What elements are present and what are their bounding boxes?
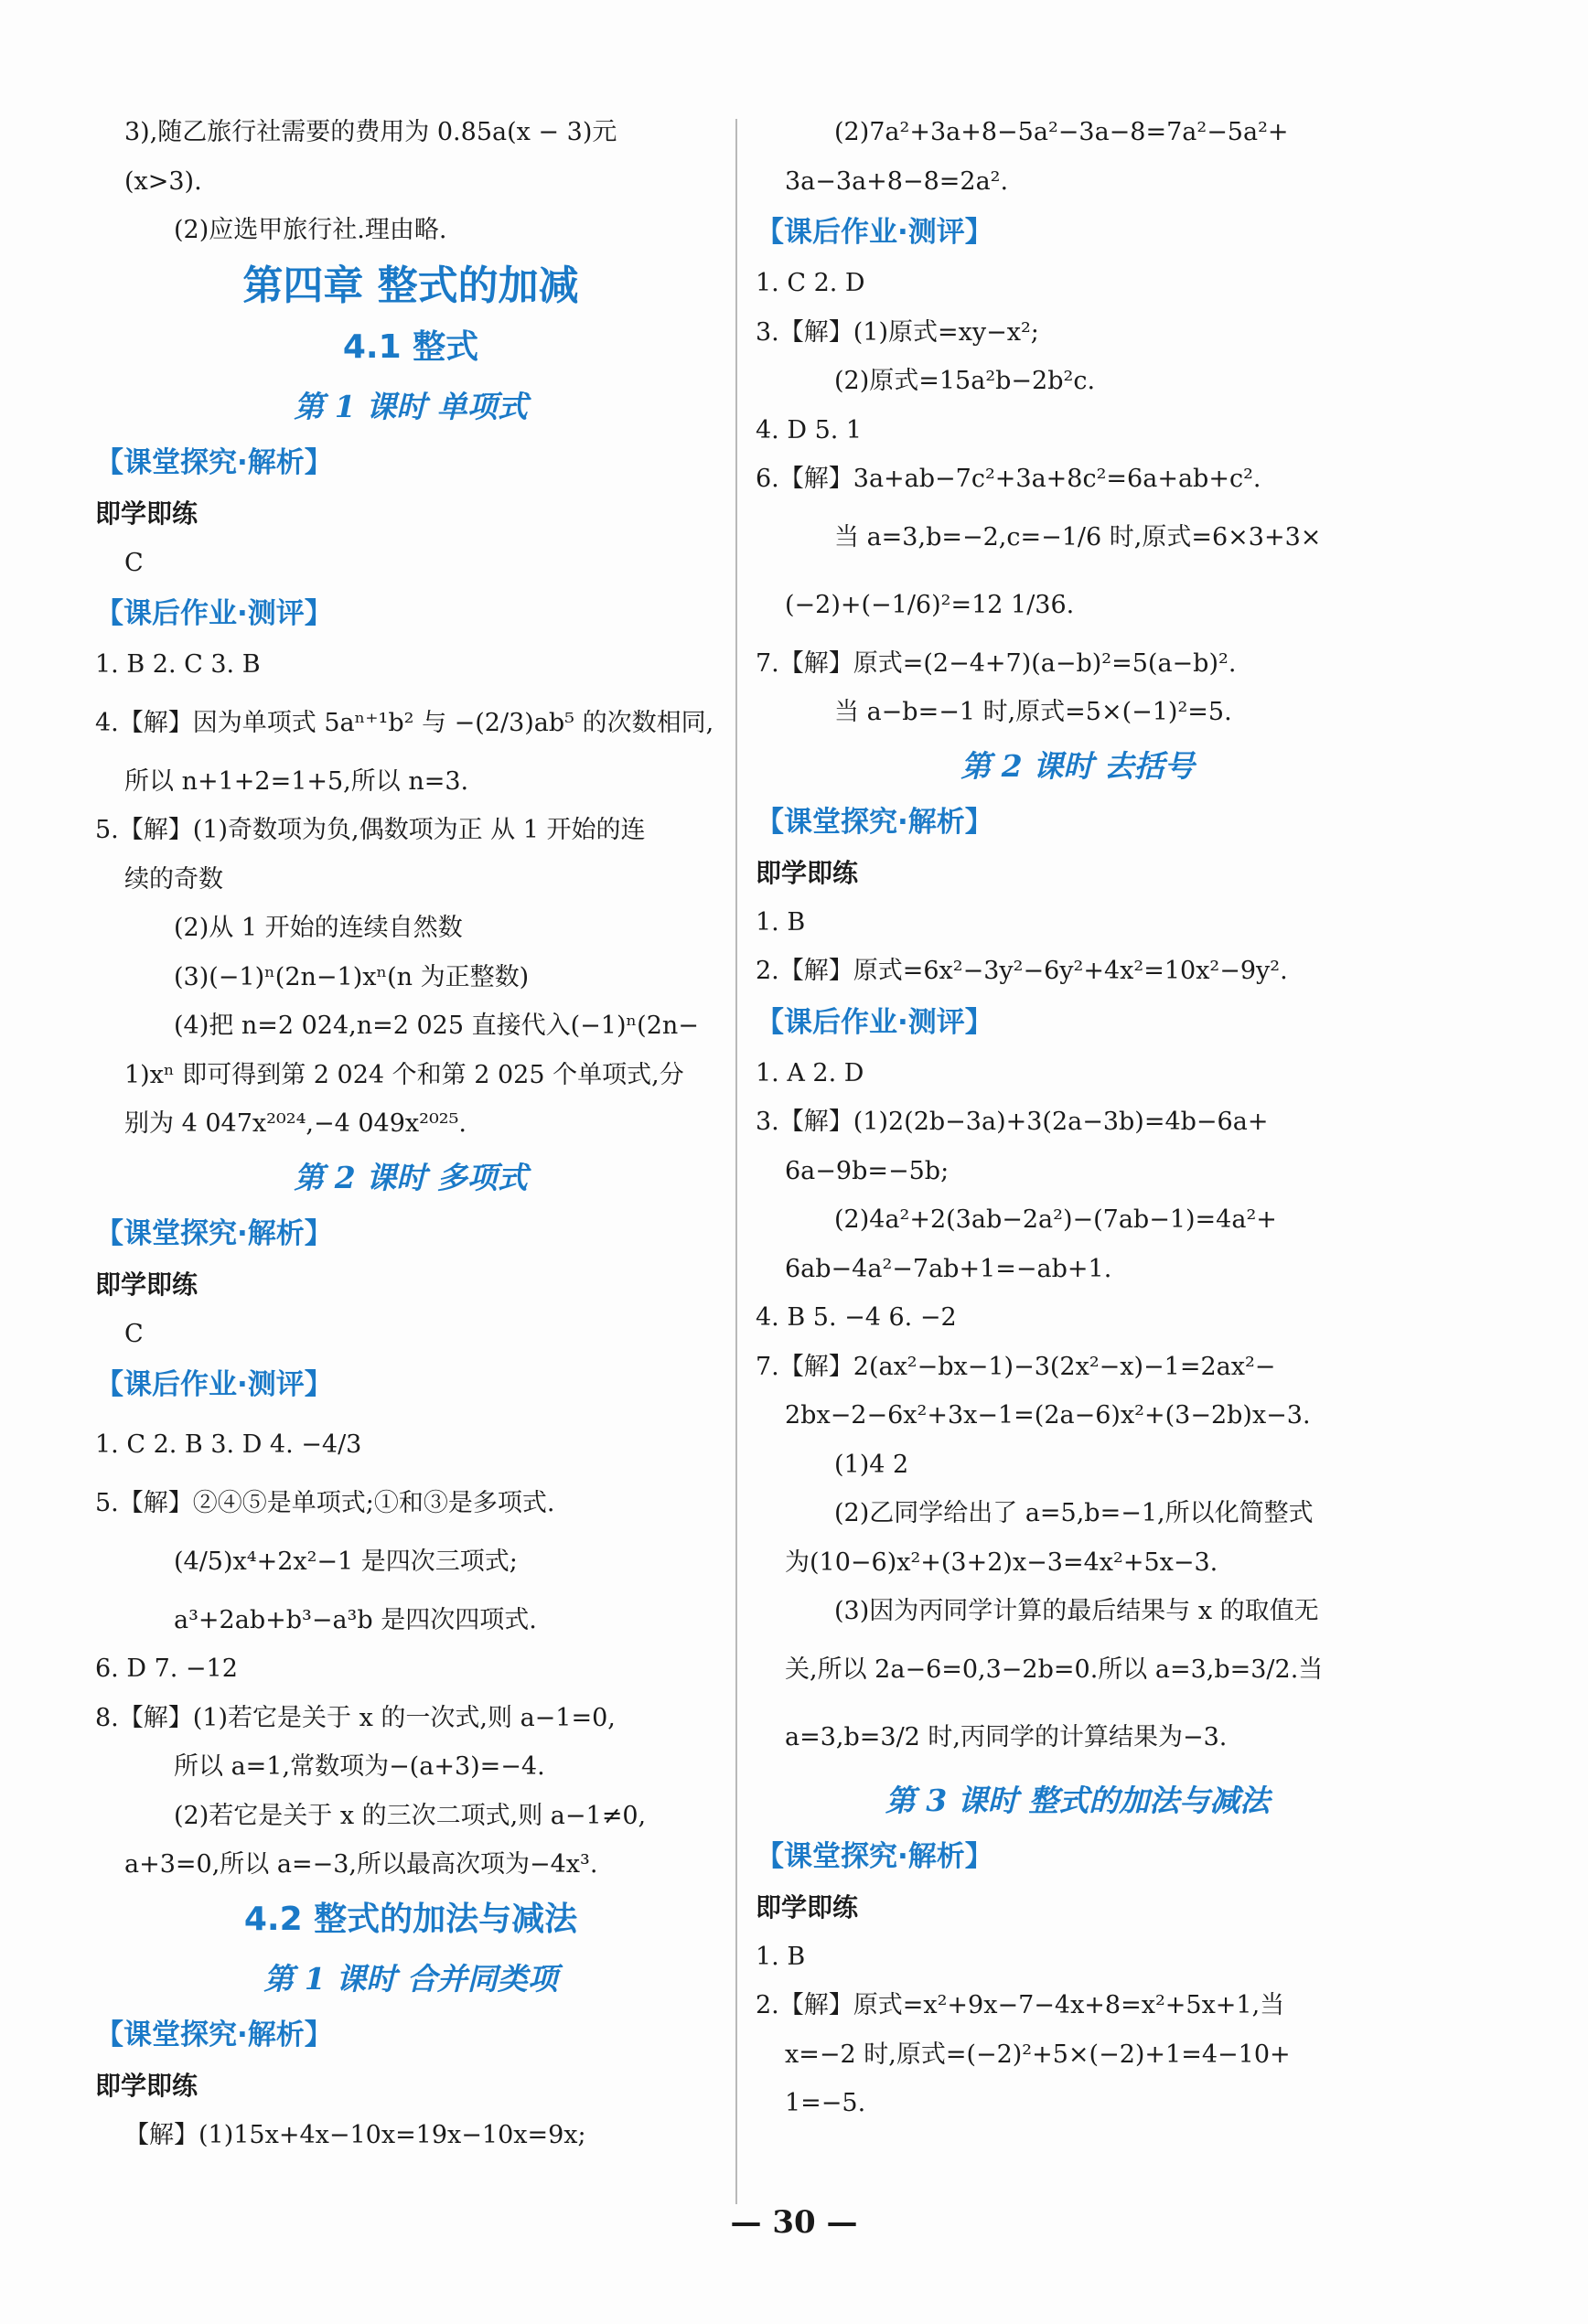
column-divider <box>735 119 737 2204</box>
text-line: 所以 n+1+2=1+5,所以 n=3. <box>124 766 469 796</box>
text-line: 1)xⁿ 即可得到第 2 024 个和第 2 025 个单项式,分 <box>124 1060 684 1089</box>
right-column <box>756 108 1400 2128</box>
text-line: 别为 4 047x²⁰²⁴,−4 049x²⁰²⁵. <box>124 1109 467 1138</box>
section-label: 【课后作业·测评】 <box>756 1005 993 1039</box>
section-label: 【课堂探究·解析】 <box>95 2018 333 2051</box>
text-line: C <box>124 1319 144 1348</box>
text-line: 续的奇数 <box>124 864 223 894</box>
section-label: 【课堂探究·解析】 <box>756 805 993 839</box>
lesson-title: 第 1 课时 合并同类项 <box>263 1960 558 1997</box>
text-line: a=3,b=3/2 时,丙同学的计算结果为−3. <box>785 1722 1228 1751</box>
text-line: 8.【解】(1)若它是关于 x 的一次式,则 a−1=0, <box>95 1703 616 1732</box>
lesson-title: 第 2 课时 多项式 <box>294 1159 528 1195</box>
text-line: 6a−9b=−5b; <box>785 1156 950 1185</box>
subheading: 即学即练 <box>95 498 198 529</box>
text-line: a+3=0,所以 a=−3,所以最高次项为−4x³. <box>124 1850 598 1879</box>
text-line: 4. B 5. −4 6. −2 <box>756 1303 957 1332</box>
text-line: 3.【解】(1)原式=xy−x²; <box>756 317 1039 347</box>
text-line: 2.【解】原式=6x²−3y²−6y²+4x²=10x²−9y². <box>756 957 1288 985</box>
text-line: C <box>124 548 144 577</box>
text-line: 当 a=3,b=−2,c=−1/6 时,原式=6×3+3× <box>834 522 1322 552</box>
section-title: 4.2 整式的加法与减法 <box>243 1900 578 1938</box>
text-line: 1. C 2. D <box>756 269 865 297</box>
text-line: (2)原式=15a²b−2b²c. <box>834 367 1096 395</box>
text-line: 6.【解】3a+ab−7c²+3a+8c²=6a+ab+c². <box>756 465 1261 493</box>
section-title: 4.1 整式 <box>342 327 479 366</box>
text-line: 为(10−6)x²+(3+2)x−3=4x²+5x−3. <box>785 1548 1218 1577</box>
text-line: 3),随乙旅行社需要的费用为 0.85a(x − 3)元 <box>124 118 617 146</box>
section-label: 【课堂探究·解析】 <box>756 1839 993 1873</box>
lesson-title: 第 3 课时 整式的加法与减法 <box>885 1782 1271 1818</box>
subheading: 即学即练 <box>756 1891 859 1922</box>
text-line: 2.【解】原式=x²+9x−7−4x+8=x²+5x+1,当 <box>756 1991 1285 2019</box>
subheading: 即学即练 <box>95 1269 198 1300</box>
text-line: 6. D 7. −12 <box>95 1655 238 1683</box>
text-line: 【解】(1)15x+4x−10x=19x−10x=9x; <box>124 2120 586 2149</box>
text-line: (2)若它是关于 x 的三次二项式,则 a−1≠0, <box>174 1801 647 1830</box>
text-line: 1=−5. <box>785 2089 866 2117</box>
text-line: (4)把 n=2 024,n=2 025 直接代入(−1)ⁿ(2n− <box>174 1012 699 1040</box>
text-line: 当 a−b=−1 时,原式=5×(−1)²=5. <box>834 698 1232 726</box>
text-line: (3)(−1)ⁿ(2n−1)xⁿ(n 为正整数) <box>174 962 530 991</box>
text-line: 关,所以 2a−6=0,3−2b=0.所以 a=3,b=3/2.当 <box>785 1655 1324 1684</box>
text-line: (2)从 1 开始的连续自然数 <box>174 914 463 942</box>
text-line: (2)应选甲旅行社.理由略. <box>174 216 447 244</box>
text-line: 1. B <box>756 1942 806 1971</box>
subheading: 即学即练 <box>756 857 859 888</box>
text-line: (−2)+(−1/6)²=12 1/36. <box>785 590 1075 619</box>
text-line: 所以 a=1,常数项为−(a+3)=−4. <box>174 1752 545 1781</box>
left-column <box>95 108 726 2159</box>
text-line: 4. D 5. 1 <box>756 415 863 444</box>
text-line: 5.【解】②④⑤是单项式;①和③是多项式. <box>95 1489 555 1517</box>
text-line: (2)乙同学给出了 a=5,b=−1,所以化简整式 <box>834 1499 1314 1527</box>
text-line: 6ab−4a²−7ab+1=−ab+1. <box>785 1254 1112 1283</box>
text-line: 5.【解】(1)奇数项为负,偶数项为正 从 1 开始的连 <box>95 816 646 844</box>
text-line: (x>3). <box>124 166 202 196</box>
section-label: 【课堂探究·解析】 <box>95 1216 333 1250</box>
section-label: 【课堂探究·解析】 <box>95 445 333 479</box>
text-line: x=−2 时,原式=(−2)²+5×(−2)+1=4−10+ <box>785 2040 1291 2069</box>
text-line: 1. A 2. D <box>756 1058 864 1087</box>
text-line: (2)7a²+3a+8−5a²−3a−8=7a²−5a²+ <box>834 118 1289 146</box>
section-label: 【课后作业·测评】 <box>95 1368 333 1401</box>
text-line: (3)因为丙同学计算的最后结果与 x 的取值无 <box>834 1597 1319 1625</box>
lesson-title: 第 1 课时 单项式 <box>294 388 528 424</box>
text-line: 7.【解】原式=(2−4+7)(a−b)²=5(a−b)². <box>756 648 1237 678</box>
lesson-title: 第 2 课时 去括号 <box>960 747 1195 784</box>
chapter-title: 第四章 整式的加减 <box>242 262 579 309</box>
section-label: 【课后作业·测评】 <box>756 216 993 249</box>
text-line: 1. B 2. C 3. B <box>95 650 261 679</box>
subheading: 即学即练 <box>95 2070 198 2101</box>
text-line: 1. B <box>756 907 806 937</box>
page-number: — 30 — <box>730 2204 858 2241</box>
text-line: a³+2ab+b³−a³b 是四次四项式. <box>174 1605 537 1634</box>
text-line: (1)4 2 <box>834 1450 909 1479</box>
text-line: 1. C 2. B 3. D 4. −4/3 <box>95 1430 362 1459</box>
text-line: 3.【解】(1)2(2b−3a)+3(2a−3b)=4b−6a+ <box>756 1108 1269 1136</box>
text-line: (4/5)x⁴+2x²−1 是四次三项式; <box>174 1547 518 1576</box>
text-line: 7.【解】2(ax²−bx−1)−3(2x²−x)−1=2ax²− <box>756 1352 1276 1381</box>
text-line: 3a−3a+8−8=2a². <box>785 166 1009 196</box>
text-line: 4.【解】因为单项式 5aⁿ⁺¹b² 与 −(2/3)ab⁵ 的次数相同, <box>95 708 714 737</box>
section-label: 【课后作业·测评】 <box>95 597 333 630</box>
text-line: 2bx−2−6x²+3x−1=(2a−6)x²+(3−2b)x−3. <box>785 1401 1311 1430</box>
text-line: (2)4a²+2(3ab−2a²)−(7ab−1)=4a²+ <box>834 1205 1277 1234</box>
